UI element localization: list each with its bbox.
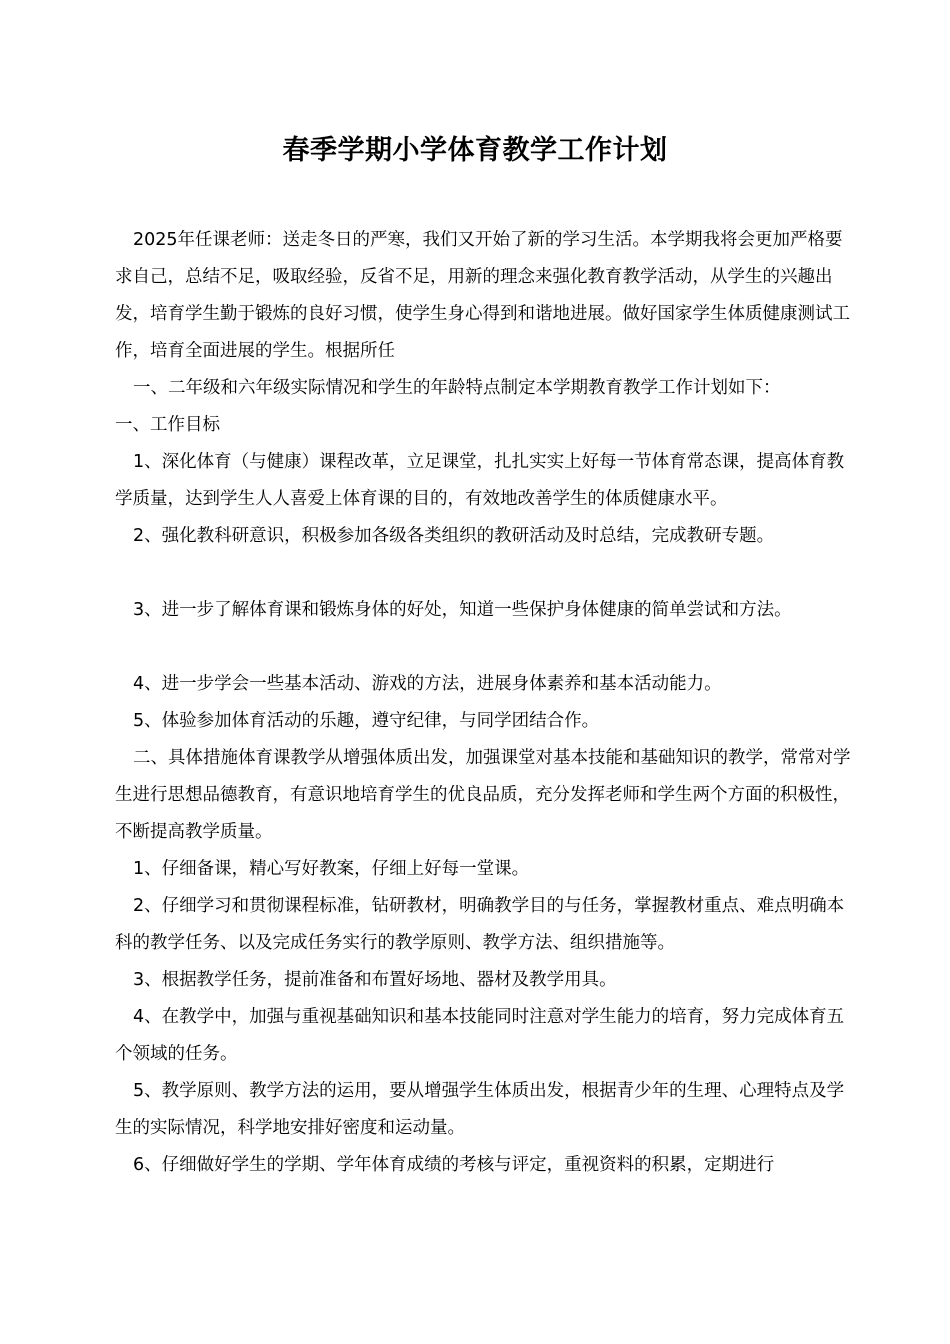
blank-line: [115, 555, 855, 592]
section-heading-measures: 二、具体措施体育课教学从增强体质出发，加强课堂对基本技能和基础知识的教学，常常对学生进行思想品德教育，有意识地培育学生的优良品质，充分发挥老师和学生两个方面的积极性，不断提高教学质量。: [115, 748, 851, 842]
section-heading-goals: 一、工作目标: [115, 415, 220, 435]
measure-item-1: 1、仔细备课，精心写好教案，仔细上好每一堂课。: [133, 859, 530, 879]
document-title: 春季学期小学体育教学工作计划: [282, 135, 668, 166]
goal-item-4: 4、进一步学会一些基本活动、游戏的方法，进展身体素养和基本活动能力。: [133, 674, 722, 694]
goal-item-2: 2、强化教科研意识，积极参加各级各类组织的教研活动及时总结，完成教研专题。: [133, 526, 775, 546]
document-body: [115, 222, 855, 1184]
goal-item-5: 5、体验参加体育活动的乐趣，遵守纪律，与同学团结合作。: [133, 711, 600, 731]
paragraph-grades: 一、二年级和六年级实际情况和学生的年龄特点制定本学期教育教学工作计划如下：: [133, 378, 781, 398]
paragraph-intro: 2025年任课老师：送走冬日的严寒，我们又开始了新的学习生活。本学期我将会更加严格要求自己，总结不足，吸取经验，反省不足，用新的理念来强化教育教学活动，从学生的兴趣出发，培育学生勤于锻炼的良好习惯，使学生身心得到和谐地进展。做好国家学生体质健康测试工作，培育全面进展的学生。根据所任: [115, 230, 850, 361]
goal-item-1: 1、深化体育（与健康）课程改革，立足课堂，扎扎实实上好每一节体育常态课，提高体育教学质量，达到学生人人喜爱上体育课的目的，有效地改善学生的体质健康水平。: [115, 452, 845, 509]
measure-item-5: 5、教学原则、教学方法的运用，要从增强学生体质出发，根据青少年的生理、心理特点及学生的实际情况，科学地安排好密度和运动量。: [115, 1081, 845, 1138]
measure-item-2: 2、仔细学习和贯彻课程标准，钻研教材，明确教学目的与任务，掌握教材重点、难点明确本科的教学任务、以及完成任务实行的教学原则、教学方法、组织措施等。: [115, 896, 845, 953]
blank-line: [115, 629, 855, 666]
measure-item-4: 4、在教学中，加强与重视基础知识和基本技能同时注意对学生能力的培育，努力完成体育五个领域的任务。: [115, 1007, 845, 1064]
measure-item-6: 6、仔细做好学生的学期、学年体育成绩的考核与评定，重视资料的积累，定期进行: [133, 1155, 775, 1175]
goal-item-3: 3、进一步了解体育课和锻炼身体的好处，知道一些保护身体健康的简单尝试和方法。: [133, 600, 792, 620]
measure-item-3: 3、根据教学任务，提前准备和布置好场地、器材及教学用具。: [133, 970, 617, 990]
